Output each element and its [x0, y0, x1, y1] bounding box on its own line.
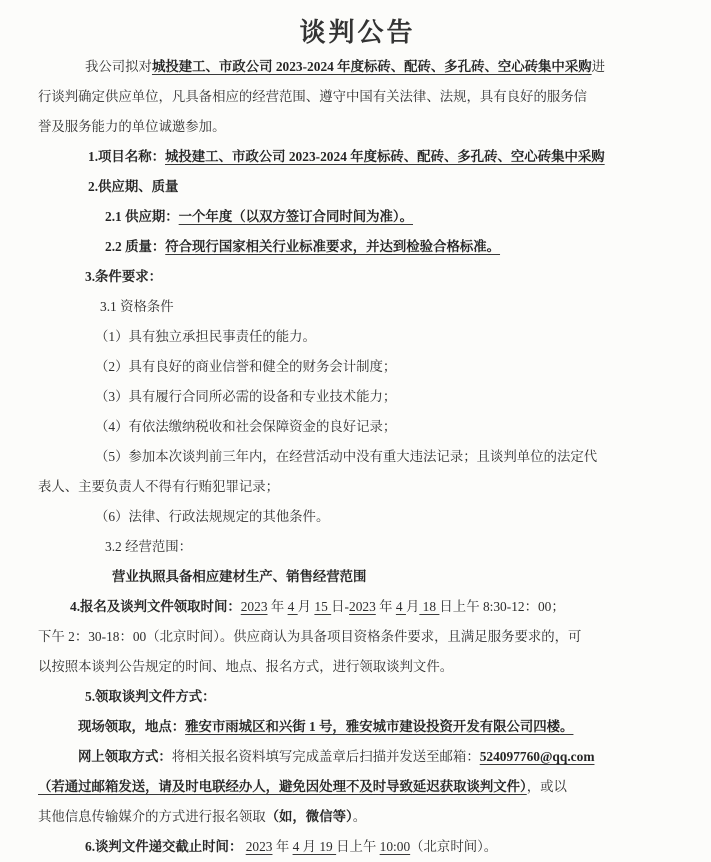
section-4-registration-time: [38, 592, 677, 682]
underlined-text: 4: [395, 599, 406, 614]
bold-text: 2.1 供应期：: [105, 209, 179, 224]
section-2-2-quality: [38, 232, 677, 262]
underlined-text: （若通过邮箱发送，请及时电联经办人，避免因处理不及时导致延迟获取谈判文件）: [38, 779, 527, 794]
underlined-text: 524097760@qq.com: [479, 749, 595, 764]
bold-text: （如，微信等）: [265, 809, 353, 824]
qualification-item-6: [38, 502, 677, 532]
section-2-heading: [38, 172, 677, 202]
section-5-online: [38, 742, 677, 832]
underlined-text: 一个年度（以双方签订合同时间为准）。: [178, 209, 413, 224]
section-3-1-heading: [38, 292, 677, 322]
text-segment: 年: [375, 599, 396, 614]
underlined-text: 10:00: [379, 839, 411, 854]
qualification-item-1: [38, 322, 677, 352]
bold-text: 6.谈判文件递交截止时间：: [85, 839, 243, 854]
underlined-text: 4: [287, 599, 298, 614]
text-segment: 年: [267, 599, 288, 614]
text-segment: （1）具有独立承担民事责任的能力。: [95, 329, 316, 344]
underlined-text: 2023: [240, 599, 268, 614]
text-segment: 日上午: [336, 839, 380, 854]
underlined-text: 15: [314, 599, 332, 614]
bold-text: 网上领取方式：: [78, 749, 172, 764]
section-3-heading: [38, 262, 677, 292]
bold-text: 2.2 质量：: [105, 239, 166, 254]
qualification-item-3: [38, 382, 677, 412]
underlined-text: 2023: [349, 599, 376, 614]
text-segment: 月: [405, 599, 420, 614]
bold-text: 3.条件要求：: [85, 269, 162, 284]
document-body: [38, 52, 677, 862]
underlined-text: 4 月: [292, 839, 317, 854]
underlined-text: 2023: [245, 839, 273, 854]
qualification-item-4: [38, 412, 677, 442]
section-3-2-heading: [38, 532, 677, 562]
text-segment: 3.2 经营范围：: [105, 539, 193, 554]
bold-text: 4.报名及谈判文件领取时间：: [70, 599, 241, 614]
text-segment: 进: [591, 59, 605, 74]
text-segment: 以按照本谈判公告规定的时间、地点、报名方式，进行领取谈判文件。: [38, 659, 454, 674]
text-segment: （5）参加本次谈判前三年内，在经营活动中没有重大违法记录；且谈判单位的法定代: [95, 449, 598, 464]
bold-text: 5.领取谈判文件方式：: [85, 689, 216, 704]
qualification-item-2: [38, 352, 677, 382]
text-segment: 3.1 资格条件: [100, 299, 174, 314]
text-segment: 日上午 8:30-12：00；: [439, 599, 565, 614]
section-3-2-scope-line: [38, 562, 677, 592]
text-segment: （3）具有履行合同所必需的设备和专业技术能力；: [95, 389, 397, 404]
bold-text: 现场领取，地点：: [78, 719, 186, 734]
text-segment: （6）法律、行政法规规定的其他条件。: [95, 509, 330, 524]
text-segment: 行谈判确定供应单位，凡具备相应的经营范围、遵守中国有关法律、法规，具有良好的服务信: [38, 89, 588, 104]
text-segment: 我公司拟对: [85, 59, 152, 74]
underlined-text: 符合现行国家相关行业标准要求，并达到检验合格标准。: [165, 239, 501, 254]
qualification-item-5: [38, 442, 677, 502]
underlined-text: 城投建工、市政公司 2023-2024 年度标砖、配砖、多孔砖、空心砖集中采购: [151, 59, 592, 74]
text-segment: （北京时间）。: [410, 839, 498, 854]
text-segment: 下午 2：30-18：00（北京时间）。供应商认为具备项目资格条件要求，且满足服务要求的，可: [38, 629, 582, 644]
text-segment: ，或以: [526, 779, 567, 794]
text-segment: 日-: [331, 599, 350, 614]
text-segment: 表人、主要负责人不得有行贿犯罪记录；: [38, 479, 280, 494]
text-segment: 。: [352, 809, 367, 824]
section-1-project-name: [38, 142, 677, 172]
intro-paragraph: [38, 52, 677, 142]
text-segment: （4）有依法缴纳税收和社会保障资金的良好记录；: [95, 419, 397, 434]
text-segment: 将相关报名资料填写完成盖章后扫描并发送至邮箱：: [171, 749, 480, 764]
section-5-heading: [38, 682, 677, 712]
section-2-1-supply-period: [38, 202, 677, 232]
bold-text: 2.供应期、质量: [88, 179, 179, 194]
bold-text: 营业执照具备相应建材生产、销售经营范围: [112, 569, 367, 584]
text-segment: 年: [272, 839, 293, 854]
text-segment: （2）具有良好的商业信誉和健全的财务会计制度；: [95, 359, 397, 374]
underlined-text: 城投建工、市政公司 2023-2024 年度标砖、配砖、多孔砖、空心砖集中采购: [165, 149, 605, 164]
underlined-text: 雅安市雨城区和兴街 1 号，雅安城市建设投资开发有限公司四楼。: [185, 719, 574, 734]
text-segment: 其他信息传输媒介的方式进行报名领取: [38, 809, 266, 824]
underlined-text: 18: [419, 599, 440, 614]
text-segment: 月: [297, 599, 315, 614]
text-segment: 誉及服务能力的单位诚邀参加。: [38, 119, 226, 134]
document-title: 谈判公告: [299, 18, 416, 47]
underlined-text: 19: [316, 839, 337, 854]
section-6-deadline: [38, 832, 677, 862]
bold-text: 1.项目名称：: [88, 149, 165, 164]
section-5-onsite: [38, 712, 677, 742]
